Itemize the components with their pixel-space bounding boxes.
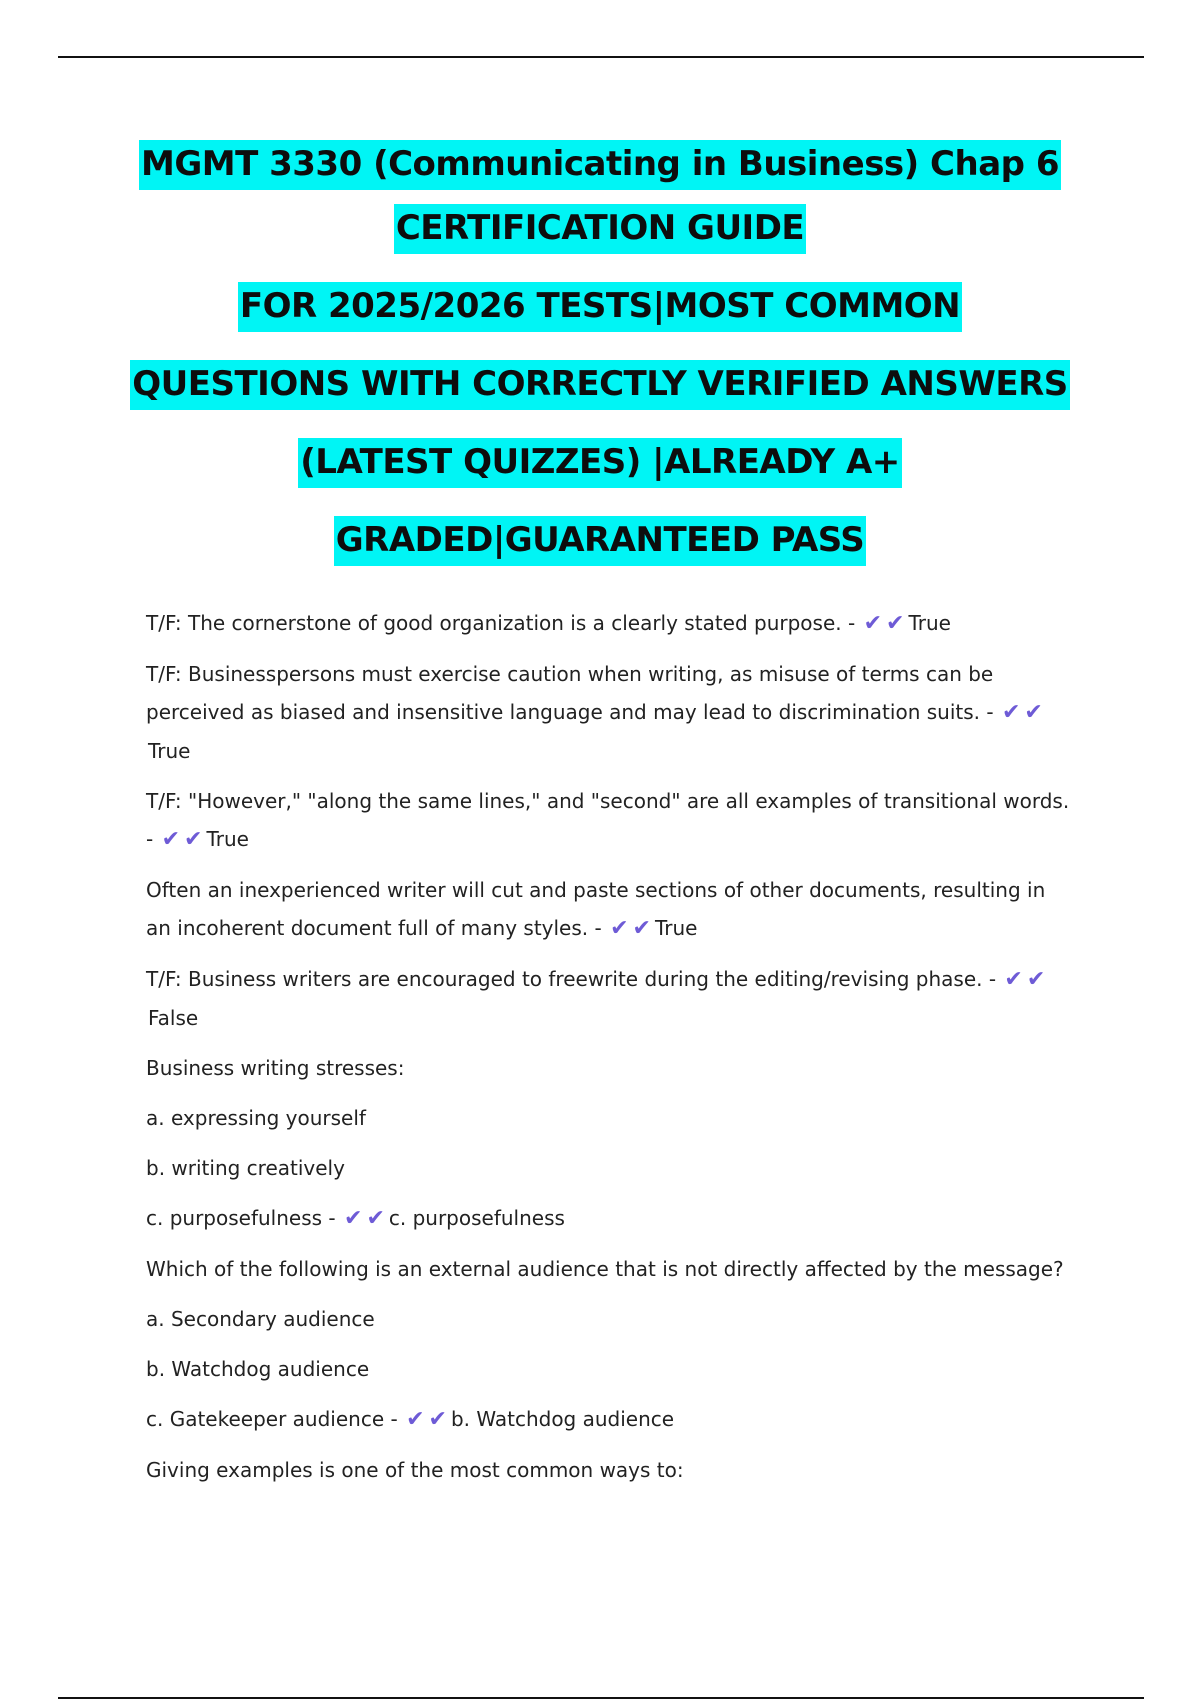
check-mark-icon: ✔	[184, 827, 203, 852]
question-6-stem: Business writing stresses:	[146, 1056, 405, 1080]
title-line-1: MGMT 3330 (Communicating in Business) Chap 6	[0, 144, 1200, 208]
check-mark-icon: ✔	[1024, 700, 1043, 725]
question-4: Often an inexperienced writer will cut and paste sections of other documents, resulting in an incoherent document full of many styles. - ✔ ✔ True	[146, 871, 1076, 948]
title-line-2: CERTIFICATION GUIDE	[0, 208, 1200, 286]
answer: True	[206, 827, 249, 851]
option: b. writing creatively	[146, 1156, 345, 1180]
answer: b. Watchdog audience	[450, 1407, 675, 1431]
check-mark-icon: ✔	[1001, 700, 1021, 725]
title-line-5: (LATEST QUIZZES) |ALREADY A+	[0, 442, 1200, 520]
check-mark-icon: ✔	[161, 827, 181, 852]
top-rule	[58, 56, 1144, 58]
answer: False	[148, 1006, 199, 1030]
option-with-answer: c. purposefulness - ✔ ✔ c. purposefulness	[146, 1199, 1076, 1238]
option-with-answer: c. Gatekeeper audience - ✔ ✔ b. Watchdog audience	[146, 1400, 1076, 1439]
option: a. expressing yourself	[146, 1106, 366, 1130]
check-mark-icon: ✔	[366, 1206, 385, 1231]
check-mark-icon: ✔	[632, 916, 651, 941]
question-5: T/F: Business writers are encouraged to freewrite during the editing/revising phase. - ✔ ✔False	[146, 960, 1076, 1037]
option: b. Watchdog audience	[146, 1357, 370, 1381]
title-line-3: FOR 2025/2026 TESTS|MOST COMMON	[0, 286, 1200, 364]
check-mark-icon: ✔	[406, 1407, 425, 1432]
option: a. Secondary audience	[146, 1307, 375, 1331]
check-mark-icon: ✔	[886, 611, 905, 636]
question-1: T/F: The cornerstone of good organization is a clearly stated purpose. - ✔ ✔ True	[146, 604, 1076, 643]
bottom-rule	[58, 1697, 1144, 1699]
answer: True	[148, 739, 191, 763]
answer: True	[908, 611, 951, 635]
title-line-6: GRADED|GUARANTEED PASS	[0, 520, 1200, 584]
document-title	[0, 144, 1200, 584]
check-mark-icon: ✔	[344, 1206, 363, 1231]
check-mark-icon: ✔	[1026, 967, 1046, 992]
answer: True	[654, 916, 698, 940]
question-3: T/F: "However," "along the same lines," and "second" are all examples of transitional words. - ✔ ✔ True	[146, 782, 1076, 859]
check-mark-icon: ✔	[428, 1407, 447, 1432]
title-line-4: QUESTIONS WITH CORRECTLY VERIFIED ANSWERS	[0, 364, 1200, 442]
question-list	[146, 604, 1076, 1501]
question-8-stem: Giving examples is one of the most common ways to:	[146, 1458, 684, 1482]
answer: c. purposefulness	[388, 1206, 565, 1230]
check-mark-icon: ✔	[863, 611, 882, 636]
question-2: T/F: Businesspersons must exercise caution when writing, as misuse of terms can be perceived as biased and insensitive language and may lead to discrimination suits. - ✔ ✔True	[146, 662, 1043, 763]
check-mark-icon: ✔	[1004, 967, 1023, 992]
question-7-stem: Which of the following is an external audience that is not directly affected by the message?	[146, 1257, 1064, 1281]
check-mark-icon: ✔	[610, 916, 629, 941]
